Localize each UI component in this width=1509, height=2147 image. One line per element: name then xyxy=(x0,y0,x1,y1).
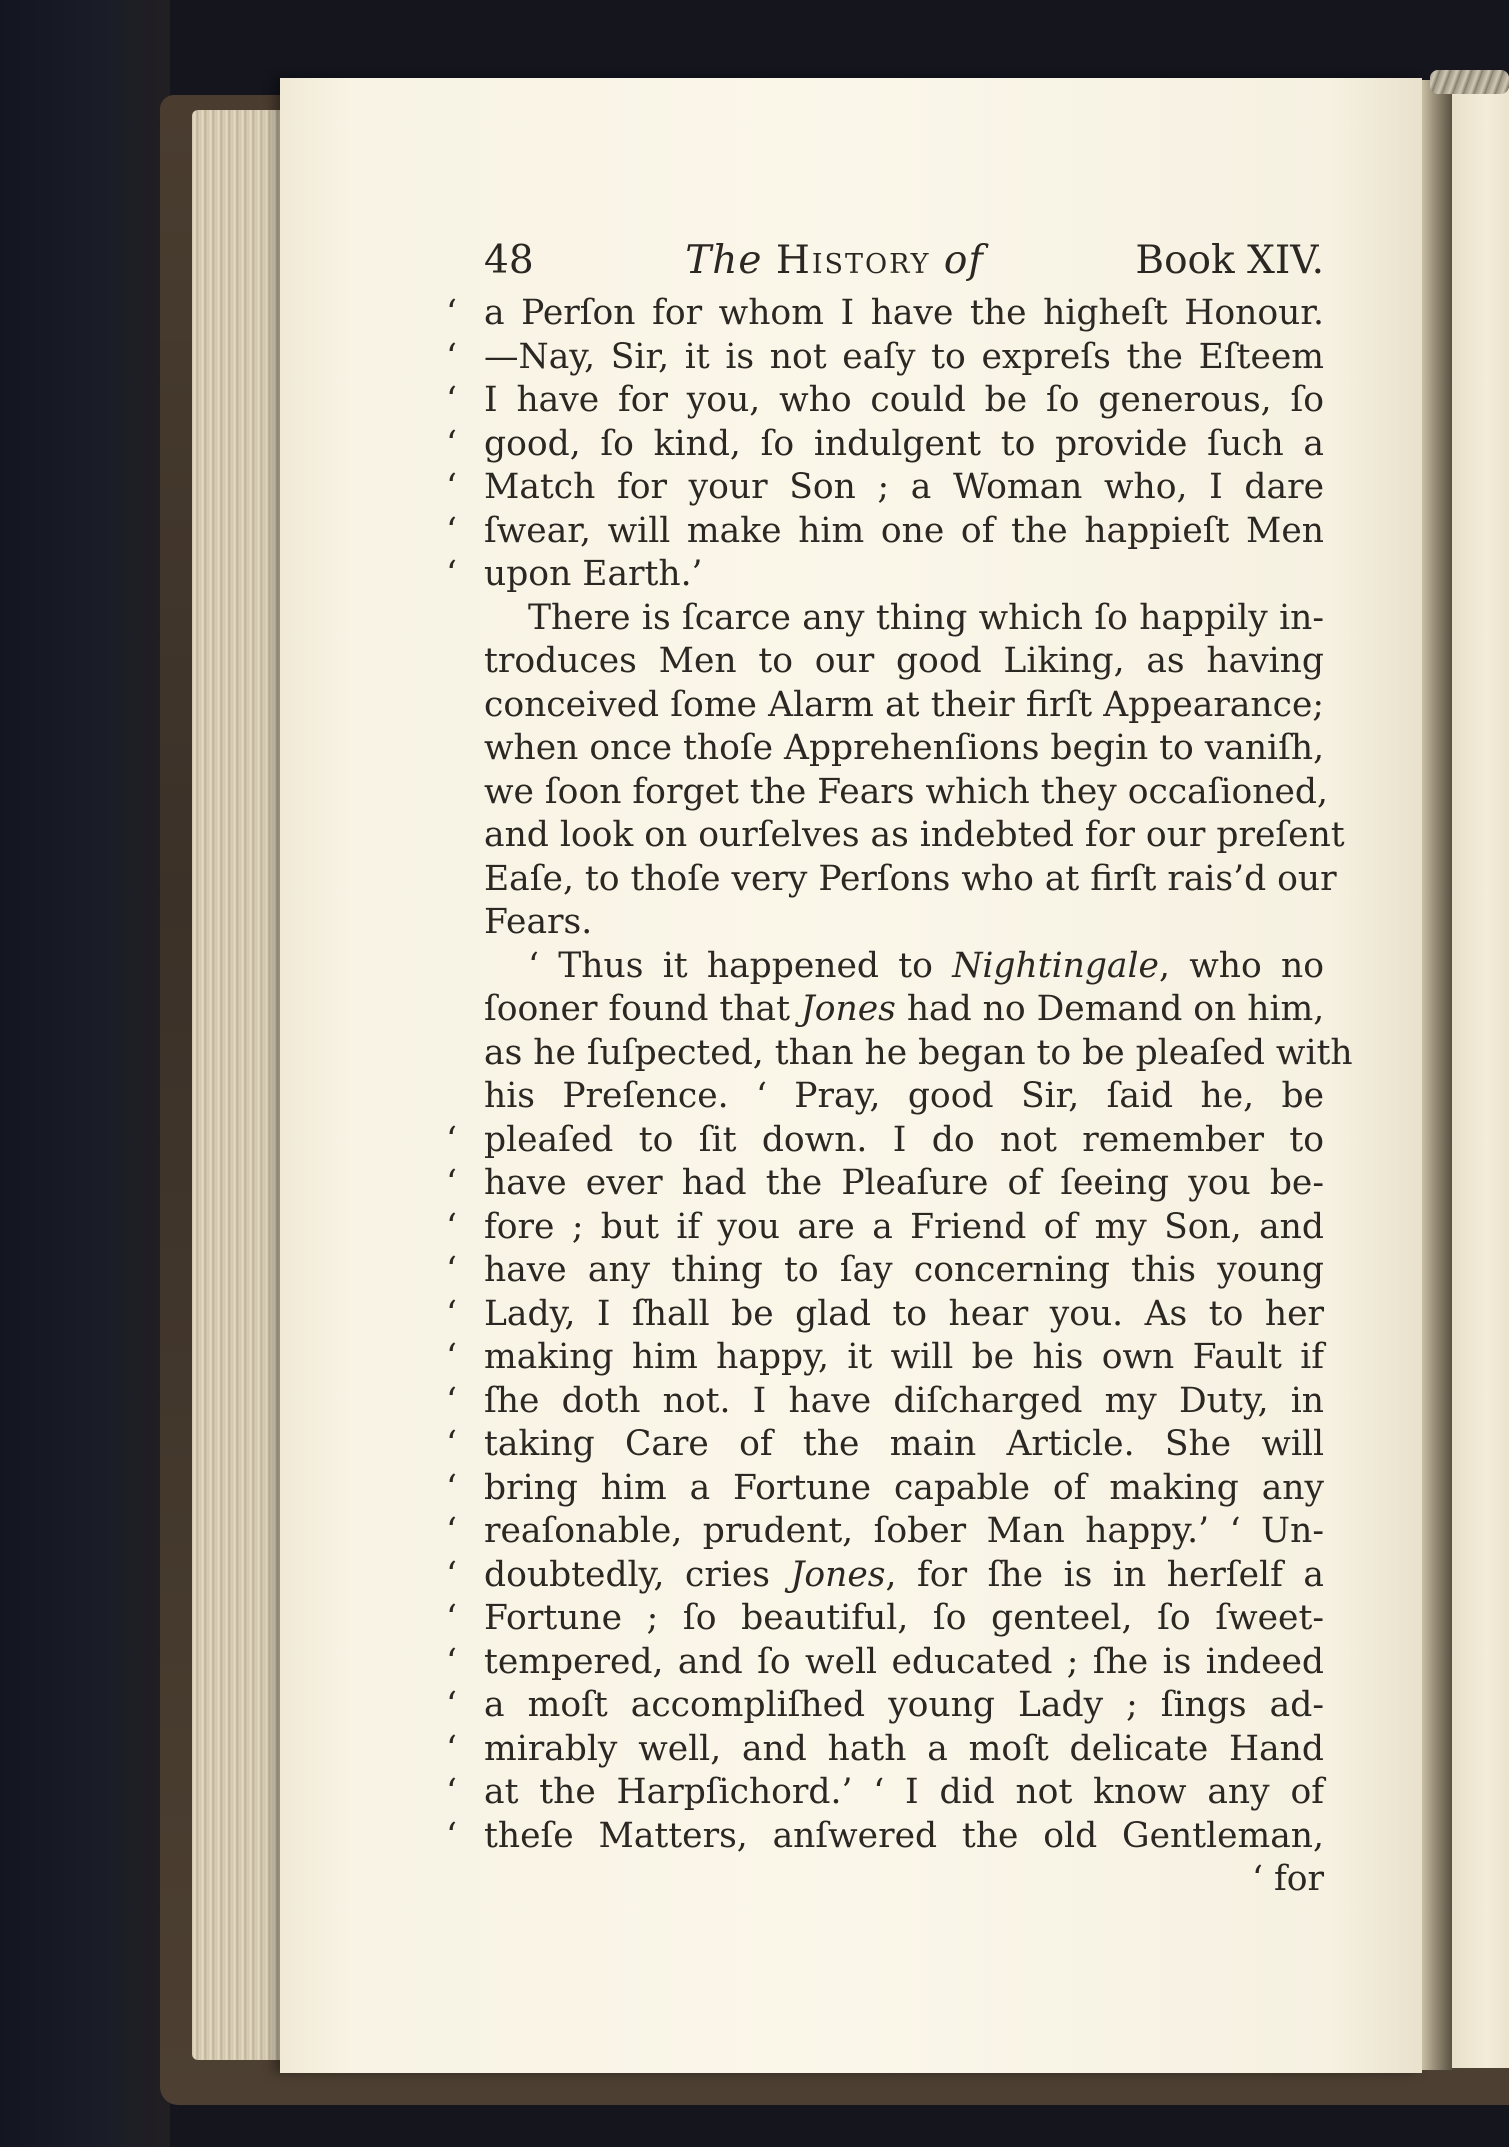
line-text: and look on ourſelves as indebted for our preſent xyxy=(484,815,1345,855)
line-text: taking Care of the main Article. She will xyxy=(484,1424,1324,1464)
line-text: when once thoſe Apprehenſions begin to vaniſh, xyxy=(484,728,1325,768)
quote-mark: ‘ xyxy=(446,1554,457,1595)
title-main: History xyxy=(775,238,931,283)
line-text: Lady, I ſhall be glad to hear you. As to her xyxy=(484,1293,1324,1334)
text-line xyxy=(484,988,1324,1032)
line-text: Eaſe, to thoſe very Perſons who at firſt rais’d our xyxy=(484,858,1337,899)
quote-mark: ‘ xyxy=(446,1206,457,1247)
line-text: have any thing to ſay concerning this young xyxy=(484,1250,1324,1290)
page-edges xyxy=(192,110,284,2060)
quote-mark: ‘ xyxy=(446,467,457,507)
quote-mark: ‘ xyxy=(446,1685,457,1725)
quote-mark: ‘ xyxy=(446,1511,457,1551)
italic-name: Jones xyxy=(790,1554,886,1595)
quote-mark: ‘ xyxy=(446,1250,457,1290)
line-text: There is ſcarce any thing which ſo happily in- xyxy=(528,597,1324,638)
line-text: ſwear, will make him one of the happieſt Men xyxy=(484,510,1324,551)
text-line xyxy=(484,640,1324,684)
text-line xyxy=(446,1728,1324,1772)
italic-name: Jones xyxy=(800,989,896,1029)
line-text: ſhe doth not. I have diſcharged my Duty, in xyxy=(484,1380,1324,1421)
quote-mark: ‘ xyxy=(446,1728,457,1769)
quote-mark: ‘ xyxy=(446,554,457,594)
quote-mark: ‘ xyxy=(446,380,457,420)
text-line xyxy=(446,1249,1324,1293)
quote-mark: ‘ xyxy=(446,1424,457,1464)
running-title xyxy=(685,238,984,283)
text-line xyxy=(446,1293,1324,1337)
line-text: bring him a Fortune capable of making any xyxy=(484,1467,1324,1508)
line-text: we ſoon forget the Fears which they occaſioned, xyxy=(484,771,1328,812)
text-line xyxy=(484,1032,1353,1076)
text-line xyxy=(484,901,1324,945)
line-text: I have for you, who could be ſo generous, ſo xyxy=(484,380,1324,420)
line-text: troduces Men to our good Liking, as having xyxy=(484,641,1324,681)
page-gutter xyxy=(1422,80,1452,2070)
running-head xyxy=(484,238,1324,290)
line-text: a moſt accompliſhed young Lady ; ſings ad- xyxy=(484,1685,1324,1725)
text-line xyxy=(446,1684,1324,1728)
text-line xyxy=(446,1206,1324,1250)
text-line xyxy=(446,553,1324,597)
text-line xyxy=(484,771,1328,815)
line-text: fore ; but if you are a Friend of my Son, and xyxy=(484,1206,1324,1247)
line-text: mirably well, and hath a moſt delicate Hand xyxy=(484,1728,1324,1769)
line-text: making him happy, it will be his own Fault if xyxy=(484,1337,1324,1377)
line-text: doubtedly, cries xyxy=(484,1554,791,1595)
text-line xyxy=(446,1467,1324,1511)
text-line xyxy=(484,945,1324,989)
facing-page-edge xyxy=(1452,88,1509,2068)
line-text: ſooner found that xyxy=(484,989,801,1029)
text-line xyxy=(484,1075,1324,1119)
quote-mark: ‘ xyxy=(446,1598,457,1638)
text-line xyxy=(446,1597,1324,1641)
line-text: upon Earth.’ xyxy=(484,554,703,594)
quote-mark: ‘ xyxy=(446,1119,457,1160)
line-text: at the Harpſichord.’ ‘ I did not know any of xyxy=(484,1772,1324,1812)
text-line xyxy=(446,1554,1324,1598)
quote-mark: ‘ xyxy=(446,423,457,464)
catchword: ‘ for xyxy=(1252,1859,1324,1899)
line-text: , for ſhe is in herſelf a xyxy=(885,1554,1324,1595)
line-text: good, ſo kind, ſo indulgent to provide ſuch a xyxy=(484,423,1324,464)
line-text: reaſonable, prudent, ſober Man happy.’ ‘ Un- xyxy=(484,1511,1324,1551)
quote-mark: ‘ xyxy=(446,1293,457,1334)
body-text xyxy=(446,292,1353,1858)
quote-mark: ‘ xyxy=(446,1467,457,1508)
text-line xyxy=(446,466,1324,510)
line-text: had no Demand on him, xyxy=(895,989,1325,1029)
line-text: —Nay, Sir, it is not eaſy to expreſs the Eſteem xyxy=(484,336,1324,377)
dark-backdrop xyxy=(0,0,170,2147)
binding-thread xyxy=(1430,70,1509,94)
text-line xyxy=(446,1423,1324,1467)
line-text: ‘ Thus it happened to xyxy=(528,945,953,986)
page-text xyxy=(446,238,1353,1902)
text-line xyxy=(446,1336,1324,1380)
text-line xyxy=(446,292,1324,336)
quote-mark: ‘ xyxy=(446,1380,457,1421)
text-line xyxy=(446,1771,1324,1815)
book-label: Book XIV. xyxy=(1135,238,1324,283)
line-text: Fortune ; ſo beautiful, ſo genteel, ſo ſweet- xyxy=(484,1598,1324,1638)
title-suffix: of xyxy=(943,238,984,283)
quote-mark: ‘ xyxy=(446,1815,457,1856)
title-prefix: The xyxy=(685,238,763,283)
line-text: tempered, and ſo well educated ; ſhe is indeed xyxy=(484,1641,1324,1682)
quote-mark: ‘ xyxy=(446,510,457,551)
line-text: as he ſuſpected, than he began to be pleaſed with xyxy=(484,1032,1353,1073)
text-line xyxy=(484,814,1345,858)
line-text: , who no xyxy=(1158,945,1324,986)
quote-mark: ‘ xyxy=(446,336,457,377)
text-line xyxy=(446,379,1324,423)
text-line xyxy=(446,1119,1324,1163)
line-text: a Perſon for whom I have the higheſt Honour. xyxy=(484,293,1324,333)
quote-mark: ‘ xyxy=(446,1641,457,1682)
text-line xyxy=(446,510,1324,554)
quote-mark: ‘ xyxy=(446,1772,457,1812)
text-line xyxy=(484,727,1324,771)
text-line xyxy=(446,1510,1324,1554)
quote-mark: ‘ xyxy=(446,1163,457,1203)
line-text: Match for your Son ; a Woman who, I dare xyxy=(484,467,1324,507)
line-text: his Preſence. ‘ Pray, good Sir, ſaid he, be xyxy=(484,1076,1324,1116)
page-number: 48 xyxy=(484,238,534,283)
text-line xyxy=(446,1380,1324,1424)
line-text: Fears. xyxy=(484,902,593,942)
line-text: conceived ſome Alarm at their firſt Appearance; xyxy=(484,684,1324,725)
text-line xyxy=(484,684,1324,728)
text-line xyxy=(446,1162,1324,1206)
line-text: theſe Matters, anſwered the old Gentleman, xyxy=(484,1815,1324,1856)
text-line xyxy=(446,1815,1324,1859)
text-line xyxy=(484,858,1337,902)
line-text: have ever had the Pleaſure of ſeeing you be- xyxy=(484,1163,1324,1203)
text-line xyxy=(446,336,1324,380)
text-line xyxy=(484,597,1324,641)
quote-mark: ‘ xyxy=(446,293,457,333)
line-text: pleaſed to ſit down. I do not remember to xyxy=(484,1119,1324,1160)
italic-name: Nightingale xyxy=(952,945,1159,986)
text-line xyxy=(446,423,1324,467)
text-line xyxy=(446,1641,1324,1685)
quote-mark: ‘ xyxy=(446,1337,457,1377)
